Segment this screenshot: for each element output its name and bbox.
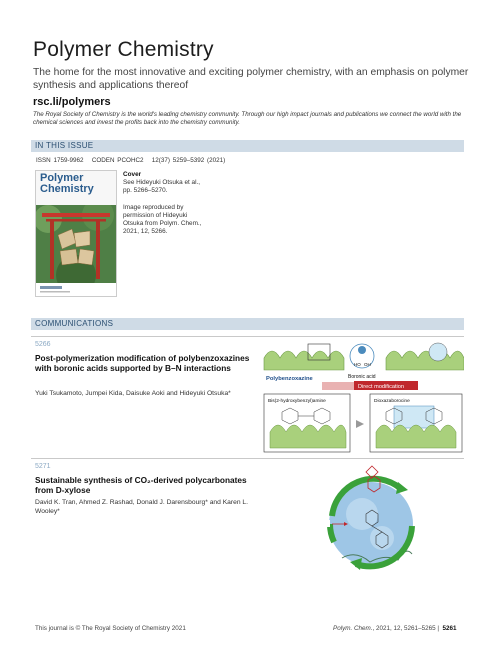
cover-credit-3: Otsuka from Polym. Chem., <box>123 220 202 228</box>
issn: ISSN 1759-9962 <box>36 157 84 164</box>
article-figure-cycle <box>312 462 430 580</box>
coden: CODEN PCOHC2 <box>91 157 144 164</box>
figure-label-direct: Direct modification <box>358 384 405 390</box>
article-figure-benzoxazine <box>258 340 464 455</box>
cover-journal-name <box>40 173 94 195</box>
cover-credit-1: Image reproduced by <box>123 203 184 211</box>
cover-image[interactable] <box>35 170 117 297</box>
cover-see: See Hideyuki Otsuka et al., <box>123 179 201 187</box>
divider <box>31 458 464 459</box>
cover-caption <box>123 171 243 236</box>
figure-label-right-box: Dioxazaborocine <box>374 399 410 404</box>
article-page-number: 5266 <box>35 341 51 348</box>
cover-header <box>36 171 116 205</box>
communications-heading: COMMUNICATIONS <box>35 319 114 328</box>
cover-pages: pp. 5266–5270. <box>123 187 168 195</box>
footer-citation: Polym. Chem., 2021, 12, 5261–5265 | 5261 <box>333 625 457 632</box>
in-this-issue-bar <box>31 140 464 152</box>
figure-label-boronic: Boronic acid <box>348 374 376 380</box>
svg-text:OH: OH <box>364 362 371 367</box>
footer-page-number: 5261 <box>442 625 457 632</box>
article-authors: Yuki Tsukamoto, Jumpei Kida, Daisuke Aoki and Hideyuki Otsuka* <box>35 390 231 397</box>
divider <box>31 336 464 337</box>
cover-journal-name-line2: Chemistry <box>40 183 94 195</box>
cover-journal-name-line1: Polymer <box>40 172 84 184</box>
journal-link[interactable]: rsc.li/polymers <box>33 96 111 108</box>
cover-credit-4: 2021, 12, 5266. <box>123 228 168 236</box>
svg-text:HO: HO <box>354 362 361 367</box>
article-authors: David K. Tran, Ahmed Z. Rashad, Donald J. Darensbourg* and Karen L. Wooley* <box>35 499 249 515</box>
cover-label: Cover <box>123 171 142 178</box>
journal-tagline: The home for the most innovative and exciting polymer chemistry, with an emphasis on polymer synthesis and applications thereof <box>33 67 469 91</box>
rsc-about-text: The Royal Society of Chemistry is the world's leading chemistry community. Through our high impact journals and publications we connect the world with the chemical sciences and invest the profits back into the chemistry community. <box>33 111 462 126</box>
article-title[interactable]: Post-polymerization modification of polybenzoxazines with boronic acids supported by B–N interactions <box>35 353 250 373</box>
figure-label-left-box: Bis(2-hydroxybenzyl)amine <box>268 399 326 404</box>
cover-credit-2: permission of Hideyuki <box>123 211 188 219</box>
in-this-issue-heading: IN THIS ISSUE <box>35 141 94 150</box>
article-page-number: 5271 <box>35 463 51 470</box>
journal-title: Polymer Chemistry <box>33 38 214 61</box>
communications-bar <box>31 318 464 330</box>
volume-pages: 12(37) 5259–5392 (2021) <box>151 157 226 164</box>
footer-citation-rest: , 2021, 12, 5261–5265 <box>372 625 436 632</box>
figure-label-polybenzoxazine: Polybenzoxazine <box>266 376 313 382</box>
cover-artwork <box>36 205 116 296</box>
article-title[interactable]: Sustainable synthesis of CO₂-derived polycarbonates from D-xylose <box>35 475 247 495</box>
footer-copyright: This journal is © The Royal Society of Chemistry 2021 <box>35 625 186 632</box>
footer-journal: Polym. Chem. <box>333 625 373 632</box>
issue-info <box>36 157 225 164</box>
